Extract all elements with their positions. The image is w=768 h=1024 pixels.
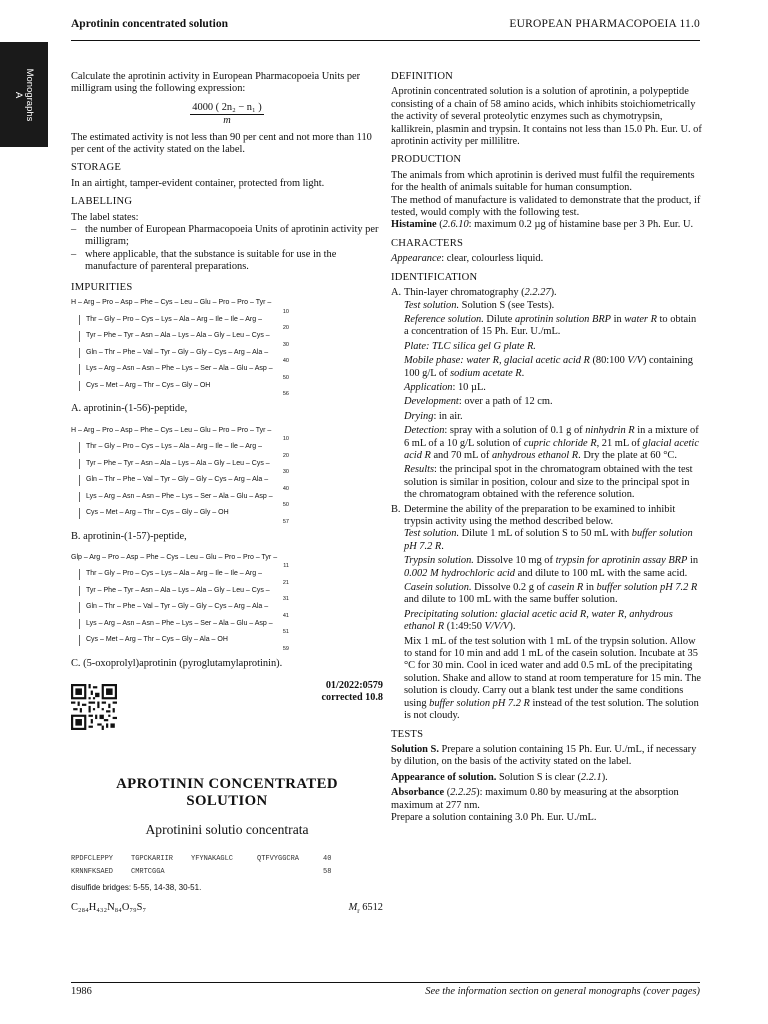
activity-formula bbox=[71, 102, 383, 128]
appearance-line: Appearance: clear, colourless liquid. bbox=[391, 253, 544, 265]
right-column bbox=[391, 71, 703, 827]
identification-a: A. Thin-layer chromatography (2.2.27). Test solution. Solution S (see Tests). Reference solution. Dilute aprotinin solution BRP in water R to obtain a concentration of 15 Ph. Eur. U./mL. Plate: TLC silica gel G plate R. Mobile phase: water R, glacial acetic acid R (80:100 V/V) containing 100 g/L of sodium acetate R. Application: 10 µL. Development: over a path of 12 cm. Drying: in air. Detection: spray with a solution of 0.1 g of ninhydrin R in a mixture of 6 mL of a 10 g/L solution of cupric chloride R, 21 mL of glacial acetic acid R and 70 mL of anhydrous ethanol R. Dry the plate at 60 °C. Results: the principal spot in the chromatogram obtained with the test solution is similar in position, colour and size to the principal spot in the chromatogram obtained with the reference solution. bbox=[391, 287, 699, 501]
residue-number: 50 bbox=[282, 502, 289, 508]
impurity-b-caption: B. aprotinin-(1-57)-peptide, bbox=[71, 530, 187, 542]
impurities-heading: IMPURITIES bbox=[71, 281, 133, 293]
production-text-2: The method of manufacture is validated to demonstrate that the product, if tested, would comply with the following test. bbox=[391, 194, 701, 219]
sequence-text: Thr – Gly – Pro – Cys – Lys – Ala – Arg – Ile – Ile – Arg – bbox=[86, 443, 262, 450]
protein-sequence bbox=[71, 853, 383, 894]
sequence-line bbox=[79, 459, 383, 470]
residue-number: 21 bbox=[282, 579, 289, 586]
disulfide-bridges: disulfide bridges: 5-55, 14-38, 30-51. bbox=[71, 882, 202, 892]
sequence-line bbox=[71, 298, 383, 309]
identification-heading: IDENTIFICATION bbox=[391, 271, 478, 283]
left-column bbox=[71, 71, 383, 917]
sequence-text: Tyr – Phe – Tyr – Asn – Ala – Lys – Ala – Gly – Leu – Cys – bbox=[86, 586, 270, 594]
correction-note: corrected 10.8 bbox=[321, 692, 383, 704]
sequence-line bbox=[79, 619, 383, 630]
sequence-line bbox=[79, 364, 383, 375]
residue-number: 30 bbox=[282, 469, 289, 475]
labelling-item: – where applicable, that the substance is suitable for use in the manufacture of parenteral preparations. bbox=[71, 249, 383, 274]
sequence-text: Cys – Met – Arg – Thr – Cys – Gly – OH bbox=[86, 381, 211, 389]
activity-intro: Calculate the aprotinin activity in European Pharmacopoeia Units per milligram using the following expression: bbox=[71, 71, 361, 95]
storage-text: In an airtight, tamper-evident container, protected from light. bbox=[71, 177, 325, 189]
relative-molecular-mass: $M_r$ 6512 bbox=[348, 901, 383, 915]
molecular-formula-line bbox=[71, 902, 383, 917]
sequence-line bbox=[71, 553, 383, 564]
header-rule bbox=[71, 40, 700, 41]
monograph-title: APROTININ CONCENTRATED SOLUTION bbox=[116, 776, 338, 810]
residue-number: 51 bbox=[282, 629, 289, 636]
side-tab-text: Monographs A bbox=[13, 68, 35, 121]
absorbance-test: Absorbance (2.2.25): maximum 0.80 by measuring at the absorption maximum at 277 nm. bbox=[391, 787, 679, 811]
sequence-line bbox=[79, 381, 383, 392]
estimated-activity: The estimated activity is not less than 90 per cent and not more than 110 per cent of the activity stated on the label. bbox=[71, 131, 372, 156]
definition-heading: DEFINITION bbox=[391, 71, 454, 82]
residue-number: 10 bbox=[282, 308, 289, 315]
residue-number: 20 bbox=[282, 325, 289, 332]
sequence-line bbox=[79, 602, 383, 613]
sequence-line bbox=[71, 426, 383, 437]
running-title: Aprotinin concentrated solution bbox=[71, 18, 228, 30]
reference-block bbox=[71, 680, 383, 736]
sequence-line bbox=[79, 586, 383, 597]
sequence-text: Cys – Met – Arg – Thr – Cys – Gly – Gly – OH bbox=[86, 509, 229, 516]
sequence-line bbox=[79, 635, 383, 646]
sequence-text: Tyr – Phe – Tyr – Asn – Ala – Lys – Ala – Gly – Leu – Cys – bbox=[86, 332, 270, 340]
monograph-reference bbox=[71, 680, 383, 704]
sequence-line bbox=[79, 508, 383, 519]
appearance-of-solution: Appearance of solution. Solution S is clear (2.2.1). bbox=[391, 771, 608, 783]
publication-title: EUROPEAN PHARMACOPOEIA 11.0 bbox=[509, 18, 700, 30]
sequence-text: Thr – Gly – Pro – Cys – Lys – Ala – Arg – Ile – Ile – Arg – bbox=[86, 315, 262, 323]
residue-number: 30 bbox=[282, 341, 289, 348]
identification-b: B. Determine the ability of the preparation to be examined to inhibit trypsin activity using the method described below. Test solution. Dilute 1 mL of solution S to 50 mL with buffer solution pH 7.2 R. Trypsin solution. Dissolve 10 mg of trypsin for aprotinin assay BRP in 0.002 M hydrochloric acid and dilute to 100 mL with the same acid. Casein solution. Dissolve 0.2 g of casein R in buffer solution pH 7.2 R and dilute to 100 mL with the same buffer solution. Precipitating solution: glacial acetic acid R, water R, anhydrous ethanol R (1:49:50 V/V/V). Mix 1 mL of the test solution with 1 mL of the trypsin solution. Allow to stand for 10 min and add 1 mL of the casein solution. Incubate at 35 °C for 30 min. Cool in iced water and add 0.5 mL of the precipitating solution. Shake and allow to stand at room temperature for 15 min. The solution is cloudy. Carry out a blank test under the same conditions using buffer solution pH 7.2 R instead of the test solution. The solution is not cloudy. bbox=[391, 503, 702, 722]
impurity-a-structure bbox=[71, 298, 383, 397]
sequence-line bbox=[79, 442, 383, 453]
residue-number: 57 bbox=[282, 518, 289, 525]
solution-s: Solution S. Prepare a solution containing 15 Ph. Eur. U./mL, if necessary by dilution, on the basis of the activity stated on the label. bbox=[391, 743, 697, 768]
sequence-line bbox=[79, 475, 383, 486]
footer-note: See the information section on general monographs (cover pages) bbox=[425, 986, 700, 997]
latin-title: Aprotinini solutio concentrata bbox=[145, 822, 309, 838]
residue-number: 20 bbox=[282, 452, 289, 459]
sequence-row: RPDFCLEPPY TGPCKARIIR YFYNAKAGLC QTFVYGGCRA 40 bbox=[71, 854, 332, 863]
residue-number: 10 bbox=[282, 436, 289, 442]
histamine-test: Histamine (2.6.10: maximum 0.2 µg of histamine base per 3 Ph. Eur. U. bbox=[391, 219, 694, 231]
definition-text: Aprotinin concentrated solution is a solution of aprotinin, a polypeptide consisting of a chain of 58 amino acids, which inhibits stoichiometrically the activity of several proteolytic enzymes such as chymotrypsin, kallikrein, plasmin and trypsin. It contains not less than 15.0 Ph. Eur. U. of aprotinin activity per millilitre. bbox=[391, 86, 702, 148]
residue-number: 50 bbox=[282, 374, 289, 381]
sequence-text: Thr – Gly – Pro – Cys – Lys – Ala – Arg – Ile – Ile – Arg – bbox=[86, 570, 262, 578]
residue-number: 56 bbox=[282, 391, 289, 398]
sequence-text: H – Arg – Pro – Asp – Phe – Cys – Leu – Glu – Pro – Pro – Tyr – bbox=[71, 299, 272, 307]
residue-number: 59 bbox=[282, 645, 289, 652]
sequence-text: Tyr – Phe – Tyr – Asn – Ala – Lys – Ala – Gly – Leu – Cys – bbox=[86, 459, 270, 467]
labelling-item: – the number of European Pharmacopoeia Units of aprotinin activity per milligram; bbox=[71, 224, 383, 249]
sequence-line bbox=[79, 331, 383, 342]
residue-number: 40 bbox=[282, 358, 289, 365]
production-text-1: The animals from which aprotinin is derived must fulfil the requirements for the health of animals suitable for human consumption. bbox=[391, 169, 695, 194]
sequence-row: KRNNFKSAED CMRTCGGA 58 bbox=[71, 867, 332, 876]
monographs-side-tab bbox=[0, 42, 48, 147]
sequence-text: Gln – Thr – Phe – Val – Tyr – Gly – Gly – Cys – Arg – Ala – bbox=[86, 476, 269, 483]
sequence-line bbox=[79, 492, 383, 503]
residue-number: 41 bbox=[282, 612, 289, 619]
residue-number: 40 bbox=[282, 485, 289, 492]
sequence-text: Gln – Thr – Phe – Val – Tyr – Gly – Gly – Cys – Arg – Ala – bbox=[86, 348, 269, 356]
residue-number: 31 bbox=[282, 596, 289, 603]
sequence-text: Lys – Arg – Asn – Asn – Phe – Lys – Ser – Ala – Glu – Asp – bbox=[86, 619, 273, 627]
monograph-number: 01/2022:0579 bbox=[325, 680, 383, 692]
sequence-text: Lys – Arg – Asn – Asn – Phe – Lys – Ser – Ala – Glu – Asp – bbox=[86, 365, 273, 373]
labelling-list bbox=[71, 224, 383, 274]
molecular-formula: C₂₈₄H₄₃₂N₈₄O₇₉S₇ bbox=[71, 901, 147, 913]
impurity-c-structure bbox=[71, 553, 383, 652]
labelling-heading: LABELLING bbox=[71, 196, 133, 208]
impurity-a-caption: A. aprotinin-(1-56)-peptide, bbox=[71, 403, 188, 415]
sequence-line bbox=[79, 315, 383, 326]
characters-heading: CHARACTERS bbox=[391, 237, 464, 249]
footer-rule bbox=[71, 982, 700, 983]
labelling-intro: The label states: bbox=[71, 211, 139, 223]
sequence-text: Cys – Met – Arg – Thr – Cys – Gly – Ala – OH bbox=[86, 636, 228, 644]
sequence-line bbox=[79, 348, 383, 359]
tests-heading: TESTS bbox=[391, 728, 424, 740]
impurity-c-caption: C. (5-oxoprolyl)aprotinin (pyroglutamylaprotinin). bbox=[71, 657, 283, 669]
formula-numerator: 4000 ( 2n₂ − n₁ ) bbox=[190, 102, 263, 115]
sequence-line bbox=[79, 569, 383, 580]
production-heading: PRODUCTION bbox=[391, 154, 462, 166]
sequence-text: Lys – Arg – Asn – Asn – Phe – Lys – Ser – Ala – Glu – Asp – bbox=[86, 492, 273, 500]
impurity-b-structure bbox=[71, 426, 383, 525]
qr-code-icon bbox=[71, 684, 117, 730]
storage-heading: STORAGE bbox=[71, 162, 122, 174]
formula-denominator: m bbox=[223, 115, 231, 127]
sequence-text: Gln – Thr – Phe – Val – Tyr – Gly – Gly – Cys – Arg – Ala – bbox=[86, 603, 269, 611]
sequence-text: Glp – Arg – Pro – Asp – Phe – Cys – Leu – Glu – Pro – Pro – Tyr – bbox=[71, 553, 278, 561]
sequence-text: H – Arg – Pro – Asp – Phe – Cys – Leu – Glu – Pro – Pro – Tyr – bbox=[71, 426, 272, 434]
absorbance-prep: Prepare a solution containing 3.0 Ph. Eur. U./mL. bbox=[391, 811, 597, 823]
residue-number: 11 bbox=[283, 563, 289, 570]
page-number: 1986 bbox=[71, 986, 92, 997]
